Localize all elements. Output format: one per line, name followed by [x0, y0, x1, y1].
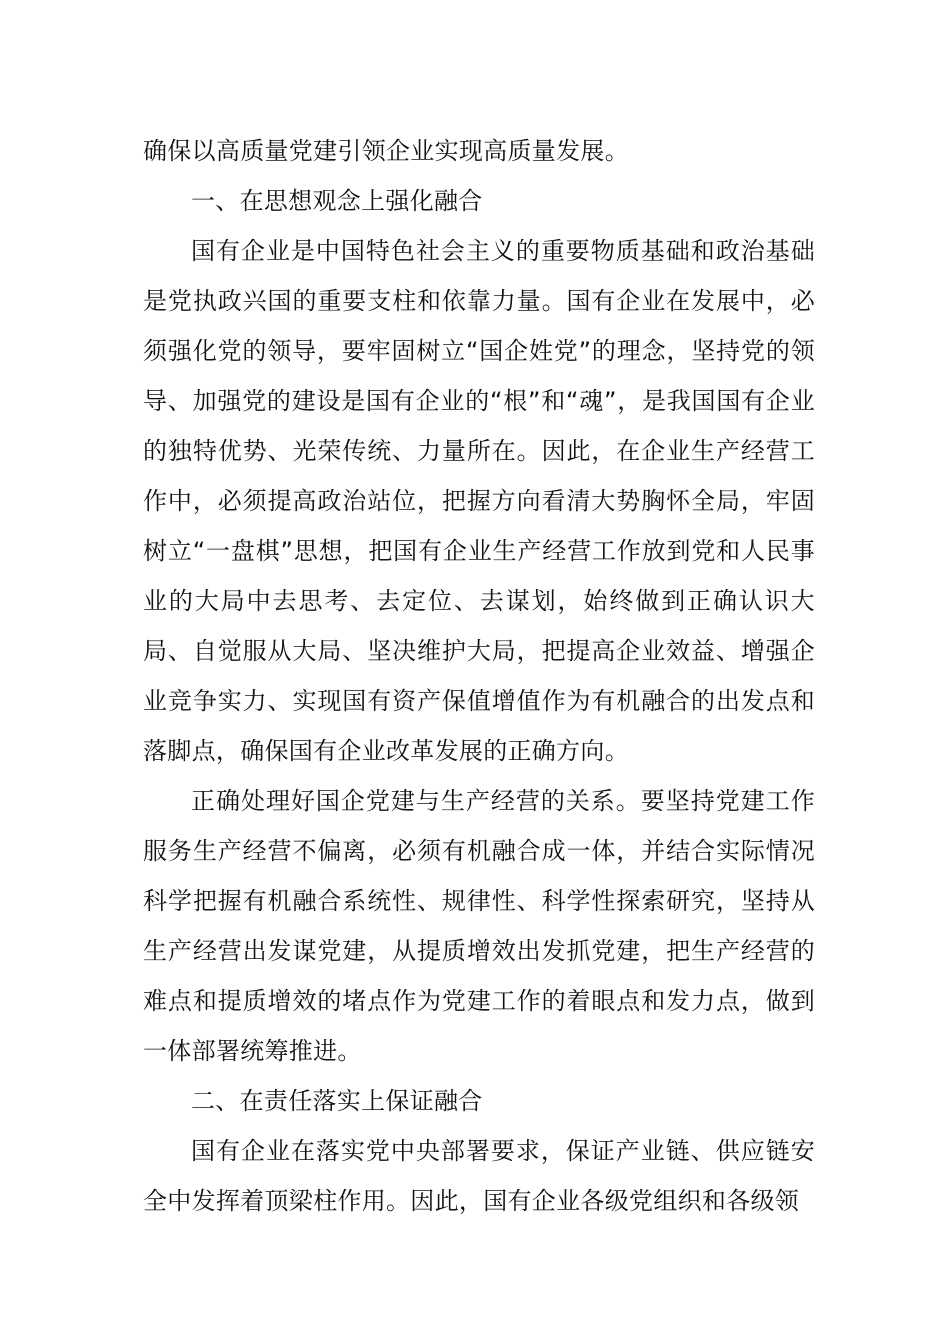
- document-body: [143, 126, 815, 1226]
- paragraph: 国有企业在落实党中央部署要求，保证产业链、供应链安全中发挥着顶梁柱作用。因此，国有企业各级党组织和各级领: [143, 1137, 815, 1215]
- section-heading-2: 二、在责任落实上保证融合: [191, 1087, 483, 1115]
- paragraph: 国有企业是中国特色社会主义的重要物质基础和政治基础是党执政兴国的重要支柱和依靠力量。国有企业在发展中，必须强化党的领导，要牢固树立“国企姓党”的理念，坚持党的领导、加强党的建设是国有企业的“根”和“魂”，是我国国有企业的独特优势、光荣传统、力量所在。因此，在企业生产经营工作中，必须提高政治站位，把握方向看清大势胸怀全局，牢固树立“一盘棋”思想，把国有企业生产经营工作放到党和人民事业的大局中去思考、去定位、去谋划，始终做到正确认识大局、自觉服从大局、坚决维护大局，把提高企业效益、增强企业竞争实力、实现国有资产保值增值作为有机融合的出发点和落脚点，确保国有企业改革发展的正确方向。: [143, 237, 815, 765]
- section-heading-1: 一、在思想观念上强化融合: [191, 187, 483, 215]
- paragraph: 正确处理好国企党建与生产经营的关系。要坚持党建工作服务生产经营不偏离，必须有机融合成一体，并结合实际情况科学把握有机融合系统性、规律性、科学性探索研究，坚持从生产经营出发谋党建，从提质增效出发抓党建，把生产经营的难点和提质增效的堵点作为党建工作的着眼点和发力点，做到一体部署统筹推进。: [143, 787, 815, 1065]
- paragraph-continued: 确保以高质量党建引领企业实现高质量发展。: [143, 137, 629, 165]
